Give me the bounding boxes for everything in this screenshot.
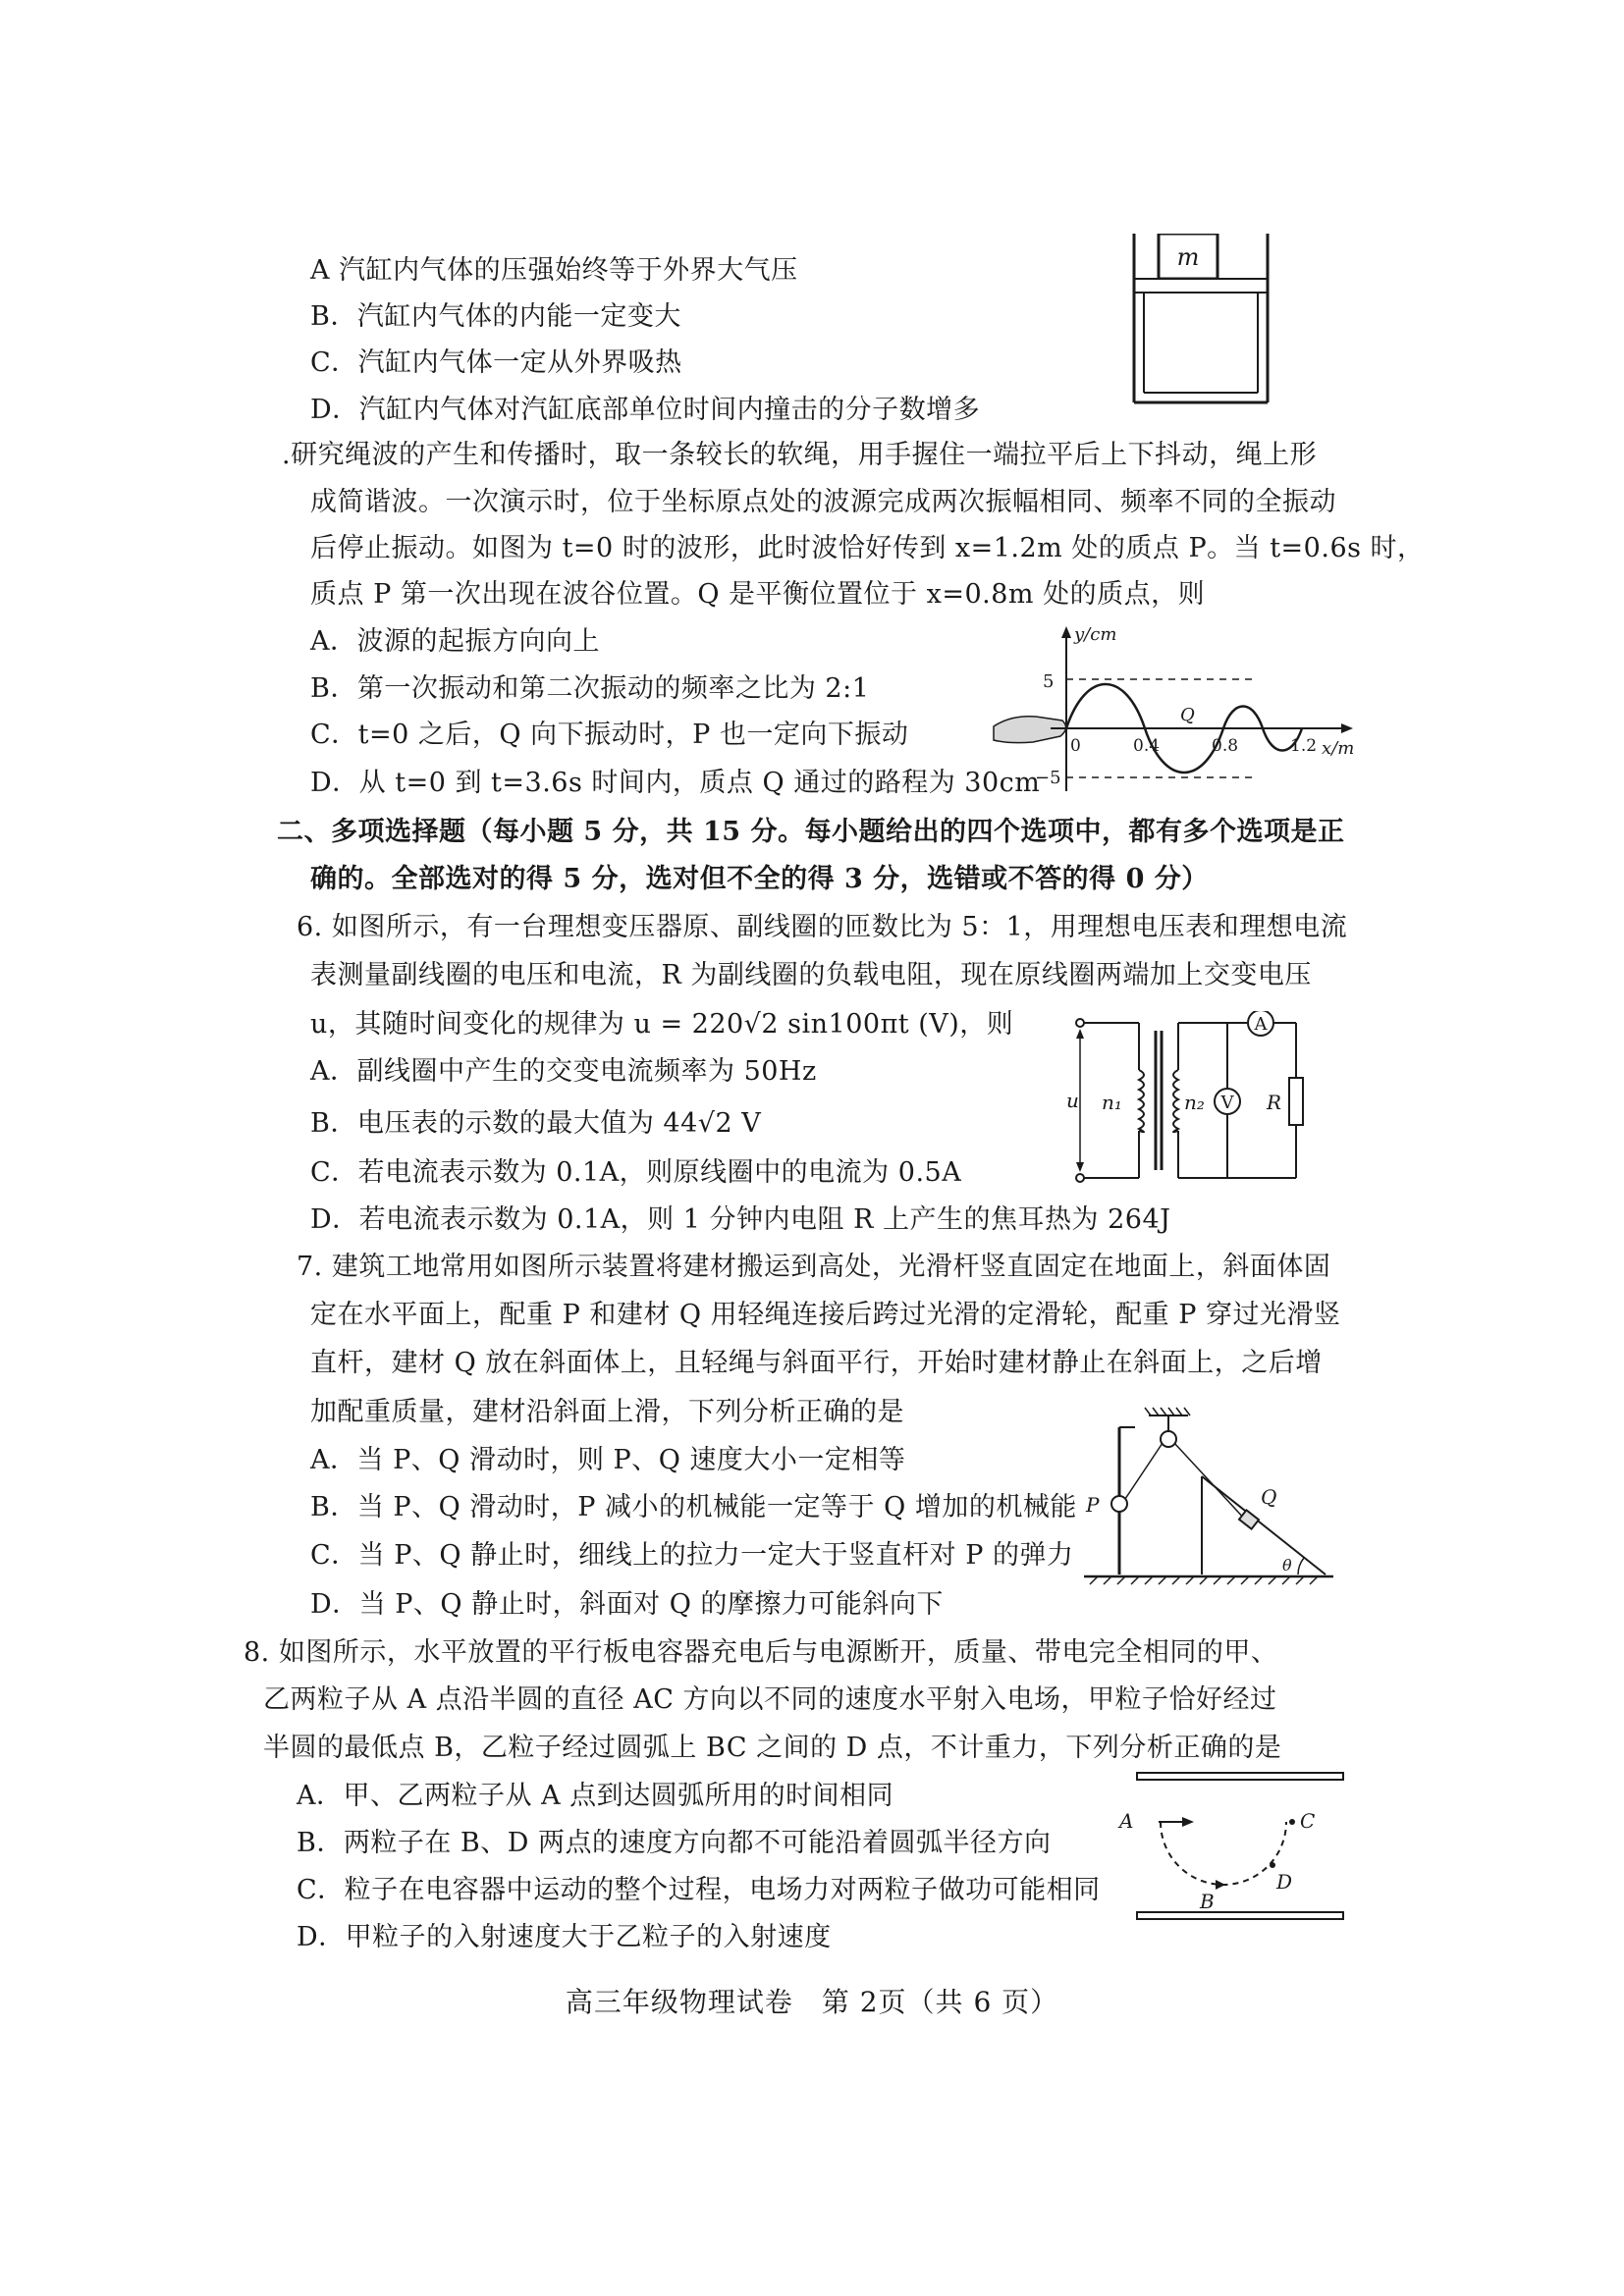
q4-option-a: A．波源的起振方向向上 [310,626,600,657]
q8-option-c: C．粒子在电容器中运动的整个过程，电场力对两粒子做功可能相同 [297,1875,1101,1905]
point-b-label: B [1200,1890,1215,1913]
q4-option-c: C．t=0 之后，Q 向下振动时，P 也一定向下振动 [310,720,909,750]
n2-label: n₂ [1184,1091,1205,1114]
q4-option-d: D．从 t=0 到 t=3.6s 时间内，质点 Q 通过的路程为 30cm [310,768,1041,798]
point-a-label: A [1119,1809,1134,1833]
voltmeter-label: V [1220,1093,1234,1113]
y-tick-minus-5: −5 [1035,768,1061,788]
q8-stem-line-3: 半圆的最低点 B，乙粒子经过圆弧上 BC 之间的 D 点，不计重力，下列分析正确的是 [263,1733,1282,1763]
q4-stem-line-4: 质点 P 第一次出现在波谷位置。Q 是平衡位置位于 x=0.8m 处的质点，则 [310,579,1206,610]
q8-stem-line-2: 乙两粒子从 A 点沿半圆的直径 AC 方向以不同的速度水平射入电场，甲粒子恰好经过 [263,1684,1277,1715]
q-label: Q [1261,1485,1277,1509]
q3-option-a: A 汽缸内气体的压强始终等于外界大气压 [310,255,798,286]
q8-option-d: D．甲粒子的入射速度大于乙粒子的入射速度 [297,1922,832,1952]
q4-stem-line-1: .研究绳波的产生和传播时，取一条较长的软绳，用手握住一端拉平后上下抖动，绳上形 [282,440,1318,470]
q3-option-b: B．汽缸内气体的内能一定变大 [310,301,681,332]
q7-pulley-figure [1080,1406,1335,1592]
x-axis-label: x/m [1322,738,1355,759]
q6-stem-line-3: u，其随时间变化的规律为 u = 220√2 sin100πt (V)，则 [310,1009,1014,1040]
q-point-label: Q [1180,705,1195,725]
q6-option-c: C．若电流表示数为 0.1A，则原线圈中的电流为 0.5A [310,1157,962,1188]
q4-wave-figure [992,618,1365,795]
q7-option-a: A．当 P、Q 滑动时，则 P、Q 速度大小一定相等 [310,1445,906,1475]
section-2-heading-line-2: 确的。全部选对的得 5 分，选对但不全的得 3 分，选错或不答的得 0 分） [310,864,1209,894]
p-label: P [1086,1493,1100,1517]
y-tick-5: 5 [1043,671,1055,692]
q8-option-a: A．甲、乙两粒子从 A 点到达圆弧所用的时间相同 [297,1781,894,1811]
q6-transformer-figure [1060,1011,1316,1188]
ammeter-label: A [1254,1014,1268,1035]
q4-stem-line-3: 后停止振动。如图为 t=0 时的波形，此时波恰好传到 x=1.2m 处的质点 P。当 t=0.6s 时， [310,533,1425,563]
q3-option-c: C．汽缸内气体一定从外界吸热 [310,347,682,378]
x-tick-0-4: 0.4 [1133,736,1161,756]
q6-stem-line-1: 6. 如图所示，有一台理想变压器原、副线圈的匝数比为 5：1，用理想电压表和理想电流 [297,912,1348,942]
q7-option-c: C．当 P、Q 静止时，细线上的拉力一定大于竖直杆对 P 的弹力 [310,1540,1074,1571]
mass-label: m [1176,243,1200,271]
q7-stem-line-4: 加配重质量，建材沿斜面上滑，下列分析正确的是 [310,1397,904,1427]
q7-option-b: B．当 P、Q 滑动时，P 减小的机械能一定等于 Q 增加的机械能 [310,1492,1077,1522]
u-label: u [1066,1089,1079,1112]
q4-stem-line-2: 成简谐波。一次演示时，位于坐标原点处的波源完成两次振幅相同、频率不同的全振动 [310,487,1336,517]
q3-option-d: D．汽缸内气体对汽缸底部单位时间内撞击的分子数增多 [310,395,981,425]
q7-stem-line-1: 7. 建筑工地常用如图所示装置将建材搬运到高处，光滑杆竖直固定在地面上，斜面体固 [297,1252,1331,1282]
q6-option-a: A．副线圈中产生的交变电流频率为 50Hz [310,1056,817,1087]
q8-capacitor-figure [1110,1767,1355,1924]
q7-stem-line-2: 定在水平面上，配重 P 和建材 Q 用轻绳连接后跨过光滑的定滑轮，配重 P 穿过光滑竖 [310,1300,1341,1330]
angle-label: θ [1282,1556,1292,1575]
q7-stem-line-3: 直杆，建材 Q 放在斜面体上，且轻绳与斜面平行，开始时建材静止在斜面上，之后增 [310,1348,1323,1378]
q6-option-d: D．若电流表示数为 0.1A，则 1 分钟内电阻 R 上产生的焦耳热为 264J [310,1204,1171,1235]
q6-option-b: B．电压表的示数的最大值为 44√2 V [310,1108,762,1139]
y-axis-label: y/cm [1074,624,1117,645]
point-c-label: C [1300,1809,1316,1833]
x-tick-1-2: 1.2 [1290,736,1318,756]
page-footer: 高三年级物理试卷 第 2页（共 6 页） [565,1986,1059,2018]
n1-label: n₁ [1102,1091,1122,1114]
x-tick-0-8: 0.8 [1212,736,1239,756]
resistor-label: R [1267,1091,1282,1114]
q8-stem-line-1: 8. 如图所示，水平放置的平行板电容器充电后与电源断开，质量、带电完全相同的甲、 [244,1637,1278,1668]
x-tick-0: 0 [1070,736,1081,756]
q7-option-d: D．当 P、Q 静止时，斜面对 Q 的摩擦力可能斜向下 [310,1589,944,1620]
q8-option-b: B．两粒子在 B、D 两点的速度方向都不可能沿着圆弧半径方向 [297,1828,1052,1858]
point-d-label: D [1276,1870,1293,1894]
section-2-heading-line-1: 二、多项选择题（每小题 5 分，共 15 分。每小题给出的四个选项中，都有多个选项是正 [277,817,1345,847]
q4-option-b: B．第一次振动和第二次振动的频率之比为 2:1 [310,673,870,704]
q3-cylinder-figure [1129,234,1306,408]
q6-stem-line-2: 表测量副线圈的电压和电流，R 为副线圈的负载电阻，现在原线圈两端加上交变电压 [310,960,1312,990]
